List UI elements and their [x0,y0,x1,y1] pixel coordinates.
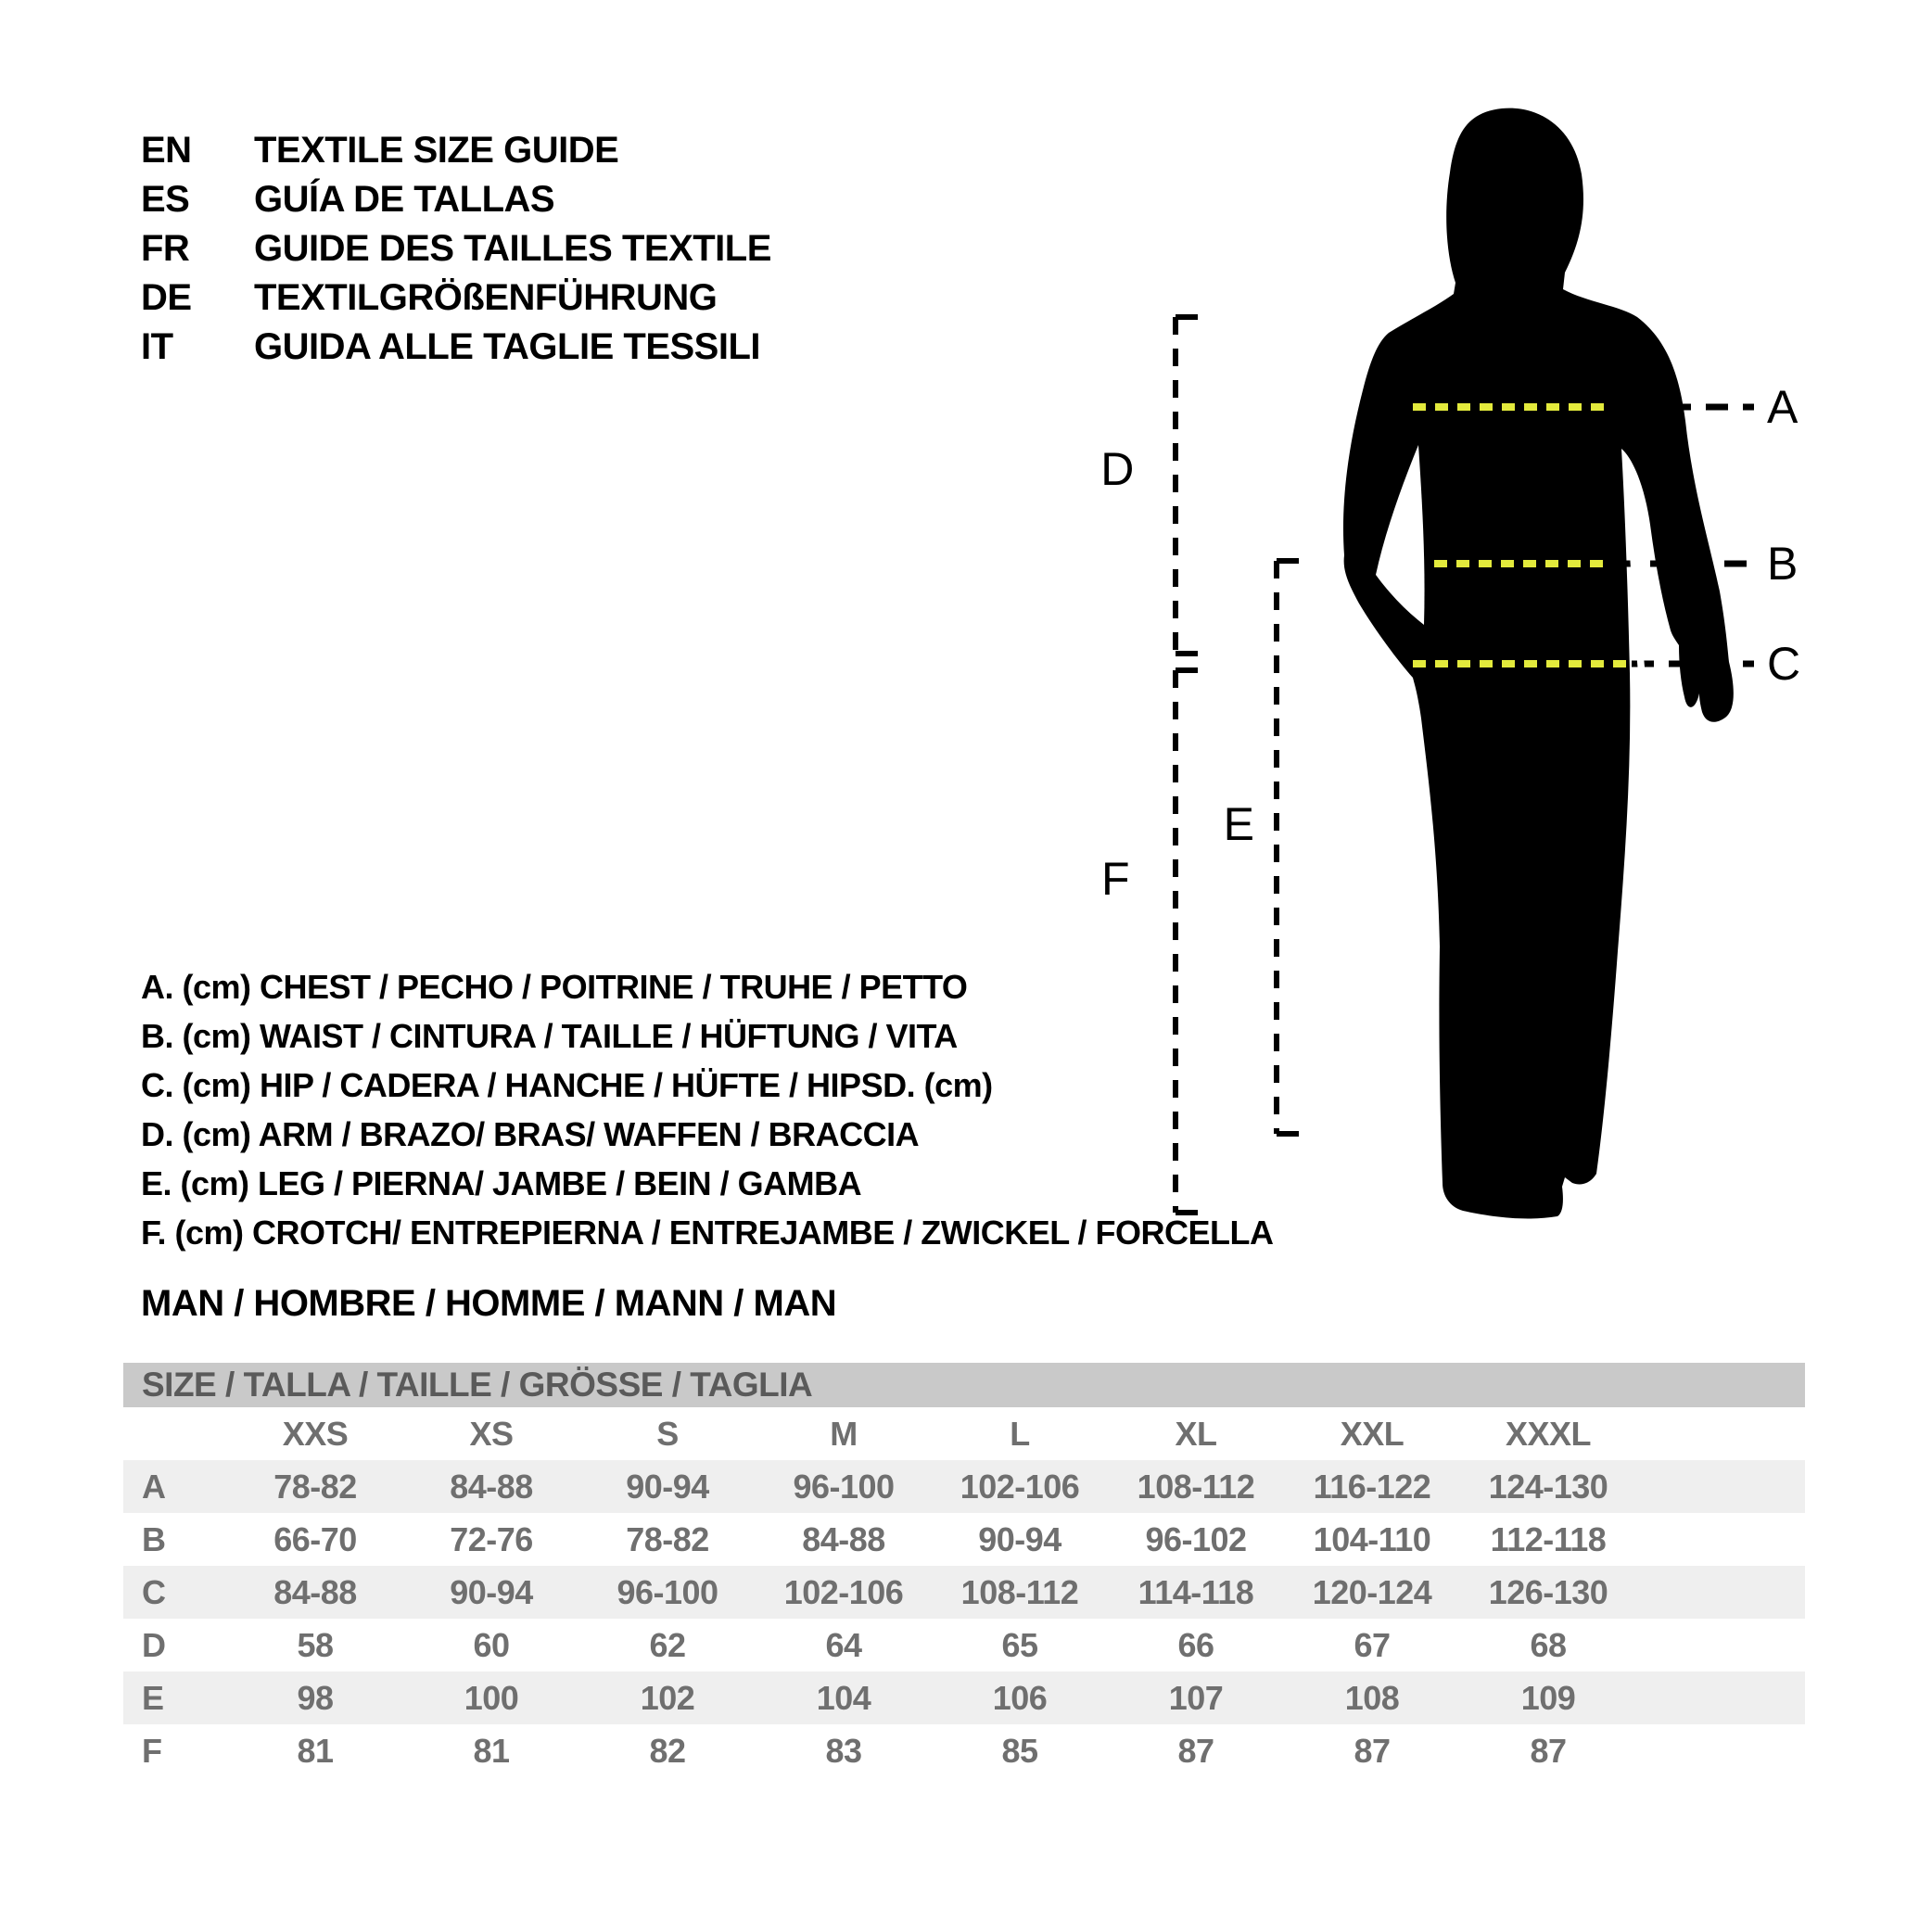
value-cell: 90-94 [978,1519,1061,1558]
value-cell: 116-122 [1313,1467,1431,1506]
size-header-cell: M [830,1414,858,1453]
language-code: EN [141,130,192,171]
row-label-cell: A [142,1467,166,1506]
value-cell: 112-118 [1490,1519,1607,1558]
value-cell: 78-82 [273,1467,357,1506]
value-cell: 106 [992,1678,1048,1717]
language-row-it [141,323,771,372]
value-cell: 102-106 [960,1467,1080,1506]
language-title: GUIDA ALLE TAGLIE TESSILI [254,326,761,367]
value-cell: 100 [464,1678,519,1717]
value-cell: 104 [816,1678,871,1717]
value-cell: 114-118 [1138,1572,1254,1611]
value-cell: 124-130 [1488,1467,1608,1506]
value-cell: 108-112 [960,1572,1079,1611]
language-code: FR [141,228,190,269]
table-row-c [123,1566,1805,1619]
leg-length-line-E [1277,561,1299,1134]
language-code: DE [141,277,192,318]
language-code: IT [141,326,173,367]
value-cell: 126-130 [1488,1572,1608,1611]
row-label-cell: D [142,1625,166,1664]
size-header-cell: XXL [1340,1414,1405,1453]
size-table-header-bar [123,1363,1805,1407]
value-cell: 87 [1177,1731,1214,1770]
value-cell: 90-94 [626,1467,709,1506]
value-cell: 96-100 [793,1467,895,1506]
language-title: GUÍA DE TALLAS [254,179,555,220]
value-cell: 66-70 [273,1519,357,1558]
value-cell: 67 [1354,1625,1391,1664]
row-label-cell: B [142,1519,166,1558]
size-header-cell: S [656,1414,679,1453]
measurement-label-d: D [1100,443,1134,495]
measurement-label-a: A [1767,381,1798,433]
measurement-legend [141,962,1274,1257]
size-table [123,1363,1805,1777]
value-cell: 96-102 [1145,1519,1247,1558]
value-cell: 107 [1168,1678,1224,1717]
language-title: TEXTILGRÖßENFÜHRUNG [254,277,718,318]
value-cell: 104-110 [1313,1519,1431,1558]
measurement-label-c: C [1767,638,1800,690]
value-cell: 87 [1354,1731,1391,1770]
value-cell: 108-112 [1137,1467,1255,1506]
arm-length-line-D [1176,317,1198,654]
legend-line-hip: C. (cm) HIP / CADERA / HANCHE / HÜFTE / HIPSD. (cm) [141,1066,993,1104]
value-cell: 58 [297,1625,334,1664]
size-header-cell: L [1010,1414,1030,1453]
value-cell: 102-106 [783,1572,904,1611]
value-cell: 66 [1177,1625,1214,1664]
value-cell: 72-76 [450,1519,533,1558]
language-title-list [141,126,771,372]
row-label-cell: C [142,1572,166,1611]
value-cell: 98 [297,1678,334,1717]
value-cell: 84-88 [802,1519,885,1558]
language-row-fr [141,224,771,273]
value-cell: 82 [649,1731,686,1770]
value-cell: 87 [1530,1731,1567,1770]
value-cell: 62 [649,1625,686,1664]
value-cell: 109 [1520,1678,1576,1717]
value-cell: 81 [297,1731,334,1770]
measurement-label-e: E [1223,798,1254,850]
value-cell: 78-82 [626,1519,709,1558]
value-cell: 81 [473,1731,510,1770]
legend-line-chest: A. (cm) CHEST / PECHO / POITRINE / TRUHE / PETTO [141,968,968,1006]
measurement-label-b: B [1767,538,1798,590]
value-cell: 96-100 [616,1572,718,1611]
size-header-cell: XXS [282,1414,349,1453]
value-cell: 60 [473,1625,510,1664]
value-cell: 85 [1001,1731,1038,1770]
value-cell: 83 [825,1731,862,1770]
legend-line-waist: B. (cm) WAIST / CINTURA / TAILLE / HÜFTUNG / VITA [141,1017,958,1055]
language-code: ES [141,179,190,220]
value-cell: 68 [1530,1625,1567,1664]
size-header-cell: XXXL [1505,1414,1592,1453]
legend-line-arm: D. (cm) ARM / BRAZO/ BRAS/ WAFFEN / BRACCIA [141,1115,920,1153]
table-row-f [123,1724,1805,1777]
right-arm-gap [1627,502,1648,706]
table-row-a [123,1460,1805,1513]
row-label-cell: E [142,1678,164,1717]
size-header-cell: XS [469,1414,514,1453]
size-table-header-text: SIZE / TALLA / TAILLE / GRÖSSE / TAGLIA [142,1366,813,1404]
table-row-b [123,1513,1805,1566]
language-row-en [141,126,771,175]
category-line: MAN / HOMBRE / HOMME / MANN / MAN [141,1283,837,1324]
value-cell: 102 [640,1678,695,1717]
value-cell: 64 [825,1625,862,1664]
row-label-cell: F [142,1731,162,1770]
language-title: GUIDE DES TAILLES TEXTILE [254,228,771,269]
measurement-label-f: F [1100,853,1130,905]
value-cell: 120-124 [1312,1572,1432,1611]
table-row-d [123,1619,1805,1671]
value-cell: 65 [1001,1625,1038,1664]
size-header-cell: XL [1175,1414,1217,1453]
value-cell: 84-88 [450,1467,533,1506]
table-row-e [123,1671,1805,1724]
value-cell: 84-88 [273,1572,357,1611]
legend-line-leg: E. (cm) LEG / PIERNA/ JAMBE / BEIN / GAMBA [141,1164,862,1202]
legend-line-crotch: F. (cm) CROTCH/ ENTREPIERNA / ENTREJAMBE / ZWICKEL / FORCELLA [141,1214,1274,1252]
language-row-de [141,273,771,323]
language-row-es [141,175,771,224]
value-cell: 108 [1344,1678,1400,1717]
size-header-row [123,1407,1805,1460]
language-title: TEXTILE SIZE GUIDE [254,130,619,171]
value-cell: 90-94 [450,1572,533,1611]
